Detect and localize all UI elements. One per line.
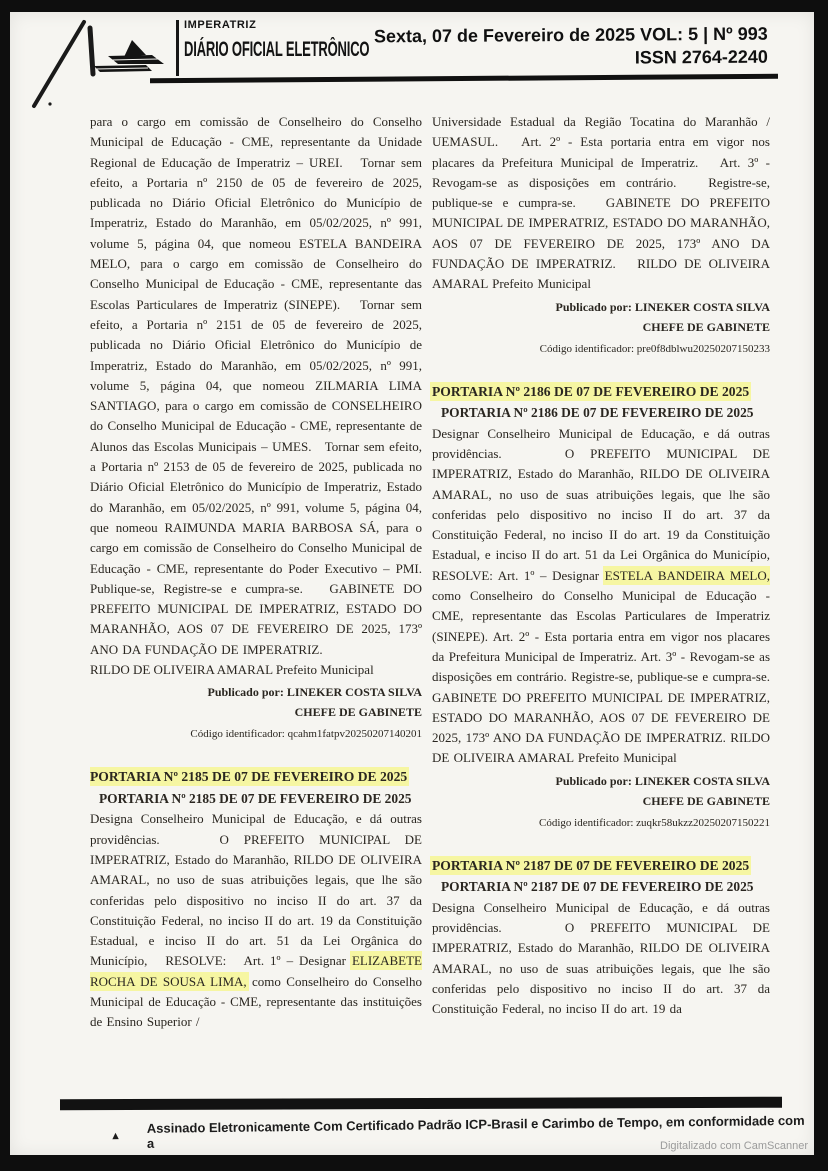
- city-name: IMPERATRIZ: [184, 19, 257, 31]
- left-column: [90, 112, 422, 1078]
- portaria-2186-title-highlighted: [432, 381, 770, 403]
- identifier-code-line: Código identificador: pre0f8dblwu20250207150233: [539, 342, 770, 355]
- publication-credit-block: [90, 682, 422, 744]
- publication-title: DIÁRIO OFICIAL ELETRÔNICO: [184, 38, 370, 61]
- header-rule: [150, 74, 778, 83]
- portaria-2187-section: [432, 855, 770, 1020]
- identifier-code-line: Código identificador: zuqkr58ukzz20250207150221: [539, 816, 770, 829]
- highlight-mark: PORTARIA Nº 2185 DE 07 DE FEVEREIRO DE 2025: [90, 769, 408, 785]
- appointee-name-highlight: ELIZABETE ROCHA DE SOUSA LIMA,: [90, 953, 422, 989]
- edition-date-volume: Sexta, 07 de Fevereiro de 2025 VOL: 5 | Nº 993: [374, 23, 768, 47]
- identifier-code-line: Código identificador: qcahm1fatpv20250207140201: [190, 728, 422, 741]
- portaria-2185-title: PORTARIA Nº 2185 DE 07 DE FEVEREIRO DE 2025: [99, 790, 412, 806]
- published-by-line: Publicado por: LINEKER COSTA SILVA: [207, 685, 422, 700]
- published-by-line: Publicado por: LINEKER COSTA SILVA: [555, 773, 770, 788]
- publication-credit-block: [432, 771, 770, 833]
- masthead-divider: [176, 20, 179, 76]
- published-by-line: Publicado por: LINEKER COSTA SILVA: [555, 299, 770, 314]
- portaria-2186-body-start: Designar Conselheiro Municipal de Educação, e dá outras providências. O PREFEITO MUNICIPAL DE IMPERATRIZ, Estado do Maranhão, RILDO DE OLIVEIRA AMARAL, no uso de suas atribuições legais, que lhe são conferidas pelo dispositivo no inciso II do art. 37 da Constituição Federal, no inciso II do art. 19 da Constituição Estadual, e inciso II do art. 51 da Lei Orgânica do Município, RESOLVE: Art. 1º – Designar: [432, 425, 770, 583]
- portaria-2186-body-end: como Conselheiro do Conselho Municipal de Educação - CME, representante das Escolas Particulares de Imperatriz (SINEPE). Art. 2º - Esta portaria entra em vigor nos placares da Prefeitura Municipal de Imperatriz. Art. 3º - Revogam-se as disposições em contrário. Registre-se, publique-se e cumpra-se. GABINETE DO PREFEITO MUNICIPAL DE IMPERATRIZ, ESTADO DO MARANHÃO, AOS 07 DE FEVEREIRO DE 2025, 173º ANO DA FUNDAÇÃO DE IMPERATRIZ. RILDO DE OLIVEIRA AMARAL Prefeito Municipal: [432, 588, 770, 766]
- edition-issn: ISSN 2764-2240: [634, 46, 769, 68]
- imperatriz-bird-logo-icon: [86, 38, 170, 82]
- portaria-2186-body: [432, 424, 770, 769]
- appointee-name-highlight: ESTELA BANDEIRA MELO,: [604, 567, 770, 583]
- footer-separator-bar: [60, 1097, 782, 1111]
- portaria-2187-title-highlighted: [432, 855, 770, 877]
- chief-of-staff-line: CHEFE DE GABINETE: [642, 319, 770, 334]
- portaria-2185-body-end: como Conselheiro do Conselho Municipal de Educação - CME, representante das instituições de Ensino Superior /: [90, 973, 422, 1030]
- portaria-2186-title: PORTARIA Nº 2186 DE 07 DE FEVEREIRO DE 2025: [441, 405, 754, 421]
- portaria-continuation-text: Universidade Estadual da Região Tocatina do Maranhão / UEMASUL. Art. 2º - Esta portaria entra em vigor nos placares da Prefeitura Municipal de Imperatriz. Art. 3º - Revogam-se as disposições em contrário. Registre-se, publique-se e cumpra-se. GABINETE DO PREFEITO MUNICIPAL DE IMPERATRIZ, ESTADO DO MARANHÃO, AOS 07 DE FEVEREIRO DE 2025, 173º ANO DA FUNDAÇÃO DE IMPERATRIZ. RILDO DE OLIVEIRA AMARAL Prefeito Municipal: [432, 114, 770, 292]
- signature-triangle-icon: ▲: [109, 1130, 121, 1143]
- edition-info: [374, 23, 768, 72]
- camscanner-credit: Digitalizado com CamScanner: [660, 1140, 808, 1152]
- portaria-2187-title: PORTARIA Nº 2187 DE 07 DE FEVEREIRO DE 2025: [441, 879, 754, 895]
- portaria-2187-body: Designa Conselheiro Municipal de Educação, e dá outras providências. O PREFEITO MUNICIPAL DE IMPERATRIZ, Estado do Maranhão, RILDO DE OLIVEIRA AMARAL, no uso de suas atribuições legais, que lhe são conferidas pelo dispositivo no inciso II do art. 37 da Constituição Federal, no inciso II do art. 19 da: [432, 899, 770, 1017]
- right-column: [432, 112, 770, 1078]
- mayor-signature-line: RILDO DE OLIVEIRA AMARAL Prefeito Municipal: [90, 662, 374, 678]
- portaria-2185-section: [90, 766, 422, 1032]
- portaria-2185-body: [90, 809, 422, 1032]
- highlight-mark: PORTARIA Nº 2186 DE 07 DE FEVEREIRO DE 2025: [432, 383, 750, 399]
- document-body: [90, 112, 770, 1078]
- chief-of-staff-line: CHEFE DE GABINETE: [294, 705, 422, 720]
- chief-of-staff-line: CHEFE DE GABINETE: [642, 793, 770, 808]
- portaria-2185-body-start: Designa Conselheiro Municipal de Educação, e dá outras providências. O PREFEITO MUNICIPAL DE IMPERATRIZ, Estado do Maranhão, RILDO DE OLIVEIRA AMARAL, no uso de suas atribuições legais, que lhe são conferidas pelo dispositivo no inciso II do art. 37 da Constituição Federal, no inciso II do art. 19 da Constituição Estadual, e inciso II do art. 51 da Lei Orgânica do Município, RESOLVE: Art. 1º – Designar: [90, 811, 422, 969]
- publication-credit-block: [432, 297, 770, 359]
- highlight-mark: PORTARIA Nº 2187 DE 07 DE FEVEREIRO DE 2025: [432, 857, 750, 873]
- portaria-continuation-text: para o cargo em comissão de Conselheiro do Conselho Municipal de Educação - CME, representante da Unidade Regional de Educação de Imperatriz – UREI. Tornar sem efeito, a Portaria nº 2150 de 05 de fevereiro de 2025, publicada no Diário Oficial Eletrônico do Município de Imperatriz, Estado do Maranhão, em 05/02/2025, nº 991, volume 5, página 04, que nomeou ESTELA BANDEIRA MELO, para o cargo em comissão de Conselheiro do Conselho Municipal de Educação - CME, representante das Escolas Particulares de Imperatriz (SINEPE). Tornar sem efeito, a Portaria nº 2151 de 05 de fevereiro de 2025, publicada no Diário Oficial Eletrônico do Município de Imperatriz, Estado do Maranhão, em 05/02/2025, nº 991, volume 5, página 04, que nomeou ZILMARIA LIMA SANTIAGO, para o cargo em comissão de CONSELHEIRO do Conselho Municipal de Educação - CME, representante de Alunos das Escolas Municipais – UMES. Tornar sem efeito, a Portaria nº 2153 de 05 de fevereiro de 2025, publicada no Diário Oficial Eletrônico do Município de Imperatriz, Estado do Maranhão, em 05/02/2025, nº 991, volume 5, página 04, que nomeou RAIMUNDA MARIA BARBOSA SÁ, para o cargo em comissão de Conselheiro do Conselho Municipal de Educação - CME, representante do Poder Executivo – PMI. Publique-se, Registre-se e cumpra-se. GABINETE DO PREFEITO MUNICIPAL DE IMPERATRIZ, ESTADO DO MARANHÃO, AOS 07 DE FEVEREIRO DE 2025, 173º ANO DA FUNDAÇÃO DE IMPERATRIZ.: [90, 114, 422, 657]
- portaria-2185-title-highlighted: [90, 766, 422, 788]
- signature-note-text: Assinado Eletronicamente Com Certificado Padrão ICP-Brasil e Carimbo de Tempo, em conformidade com a: [146, 1112, 805, 1151]
- portaria-2186-section: [432, 381, 770, 833]
- scanned-document-page: [10, 12, 814, 1155]
